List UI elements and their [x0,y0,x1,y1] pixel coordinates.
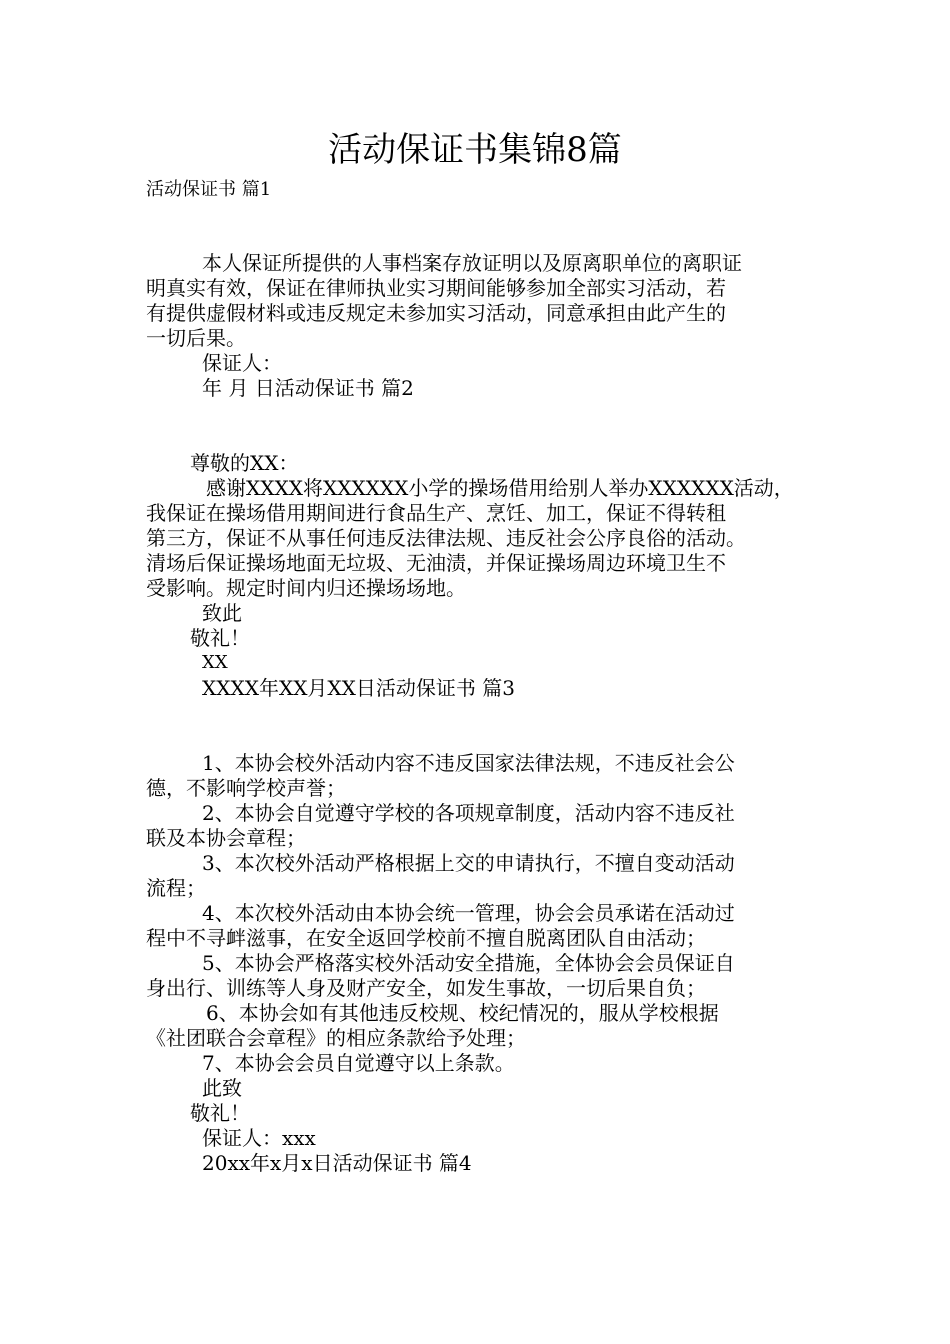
signature-label: 保证人： [202,351,282,375]
list-item-continuation: 流程； [146,876,206,900]
closing: 此致 [202,1076,242,1100]
paragraph-line: 清场后保证操场地面无垃圾、无油渍，并保证操场周边环境卫生不 [146,551,726,575]
list-item: 2、本协会自觉遵守学校的各项规章制度，活动内容不违反社 [202,801,735,825]
list-item: 6、本协会如有其他违反校规、校纪情况的，服从学校根据 [206,1001,719,1025]
list-item-continuation: 《社团联合会章程》的相应条款给予处理； [146,1026,526,1050]
paragraph-line: 受影响。规定时间内归还操场场地。 [146,576,466,600]
list-item-continuation: 德，不影响学校声誉； [146,776,346,800]
list-item: 4、本次校外活动由本协会统一管理，协会会员承诺在活动过 [202,901,735,925]
signature: XX [202,652,228,673]
paragraph-line: 我保证在操场借用期间进行食品生产、烹饪、加工，保证不得转租 [146,501,726,525]
list-item: 3、本次校外活动严格根据上交的申请执行，不擅自变动活动 [202,851,735,875]
date-and-heading: 年 月 日活动保证书 篇2 [202,376,414,400]
closing-regards: 敬礼！ [190,1101,250,1125]
list-item: 1、本协会校外活动内容不违反国家法律法规，不违反社会公 [202,751,735,775]
list-item: 7、本协会会员自觉遵守以上条款。 [202,1051,515,1075]
paragraph-line: 本人保证所提供的人事档案存放证明以及原离职单位的离职证 [202,251,742,275]
date-and-heading: 20xx年x月x日活动保证书 篇4 [202,1151,472,1175]
closing-regards: 敬礼！ [190,626,250,650]
list-item-continuation: 联及本协会章程； [146,826,306,850]
closing: 致此 [202,601,242,625]
date-and-heading: XXXX年XX月XX日活动保证书 篇3 [202,676,515,700]
paragraph-line: 明真实有效，保证在律师执业实习期间能够参加全部实习活动，若 [146,276,726,300]
paragraph-line: 有提供虚假材料或违反规定未参加实习活动，同意承担由此产生的 [146,301,726,325]
salutation: 尊敬的XX： [190,451,299,475]
paragraph-line: 一切后果。 [146,326,246,350]
list-item-continuation: 程中不寻衅滋事，在安全返回学校前不擅自脱离团队自由活动； [146,926,706,950]
signature: 保证人：xxx [202,1126,316,1150]
paragraph-line: 第三方，保证不从事任何违反法律法规、违反社会公序良俗的活动。 [146,526,746,550]
document-title: 活动保证书集锦8篇 [328,130,622,170]
list-item-continuation: 身出行、训练等人身及财产安全，如发生事故，一切后果自负； [146,976,706,1000]
list-item: 5、本协会严格落实校外活动安全措施，全体协会会员保证自 [202,951,735,975]
section-heading: 活动保证书 篇1 [146,179,272,200]
paragraph-line: 感谢XXXX将XXXXXX小学的操场借用给别人举办XXXXXX活动， [206,476,794,500]
